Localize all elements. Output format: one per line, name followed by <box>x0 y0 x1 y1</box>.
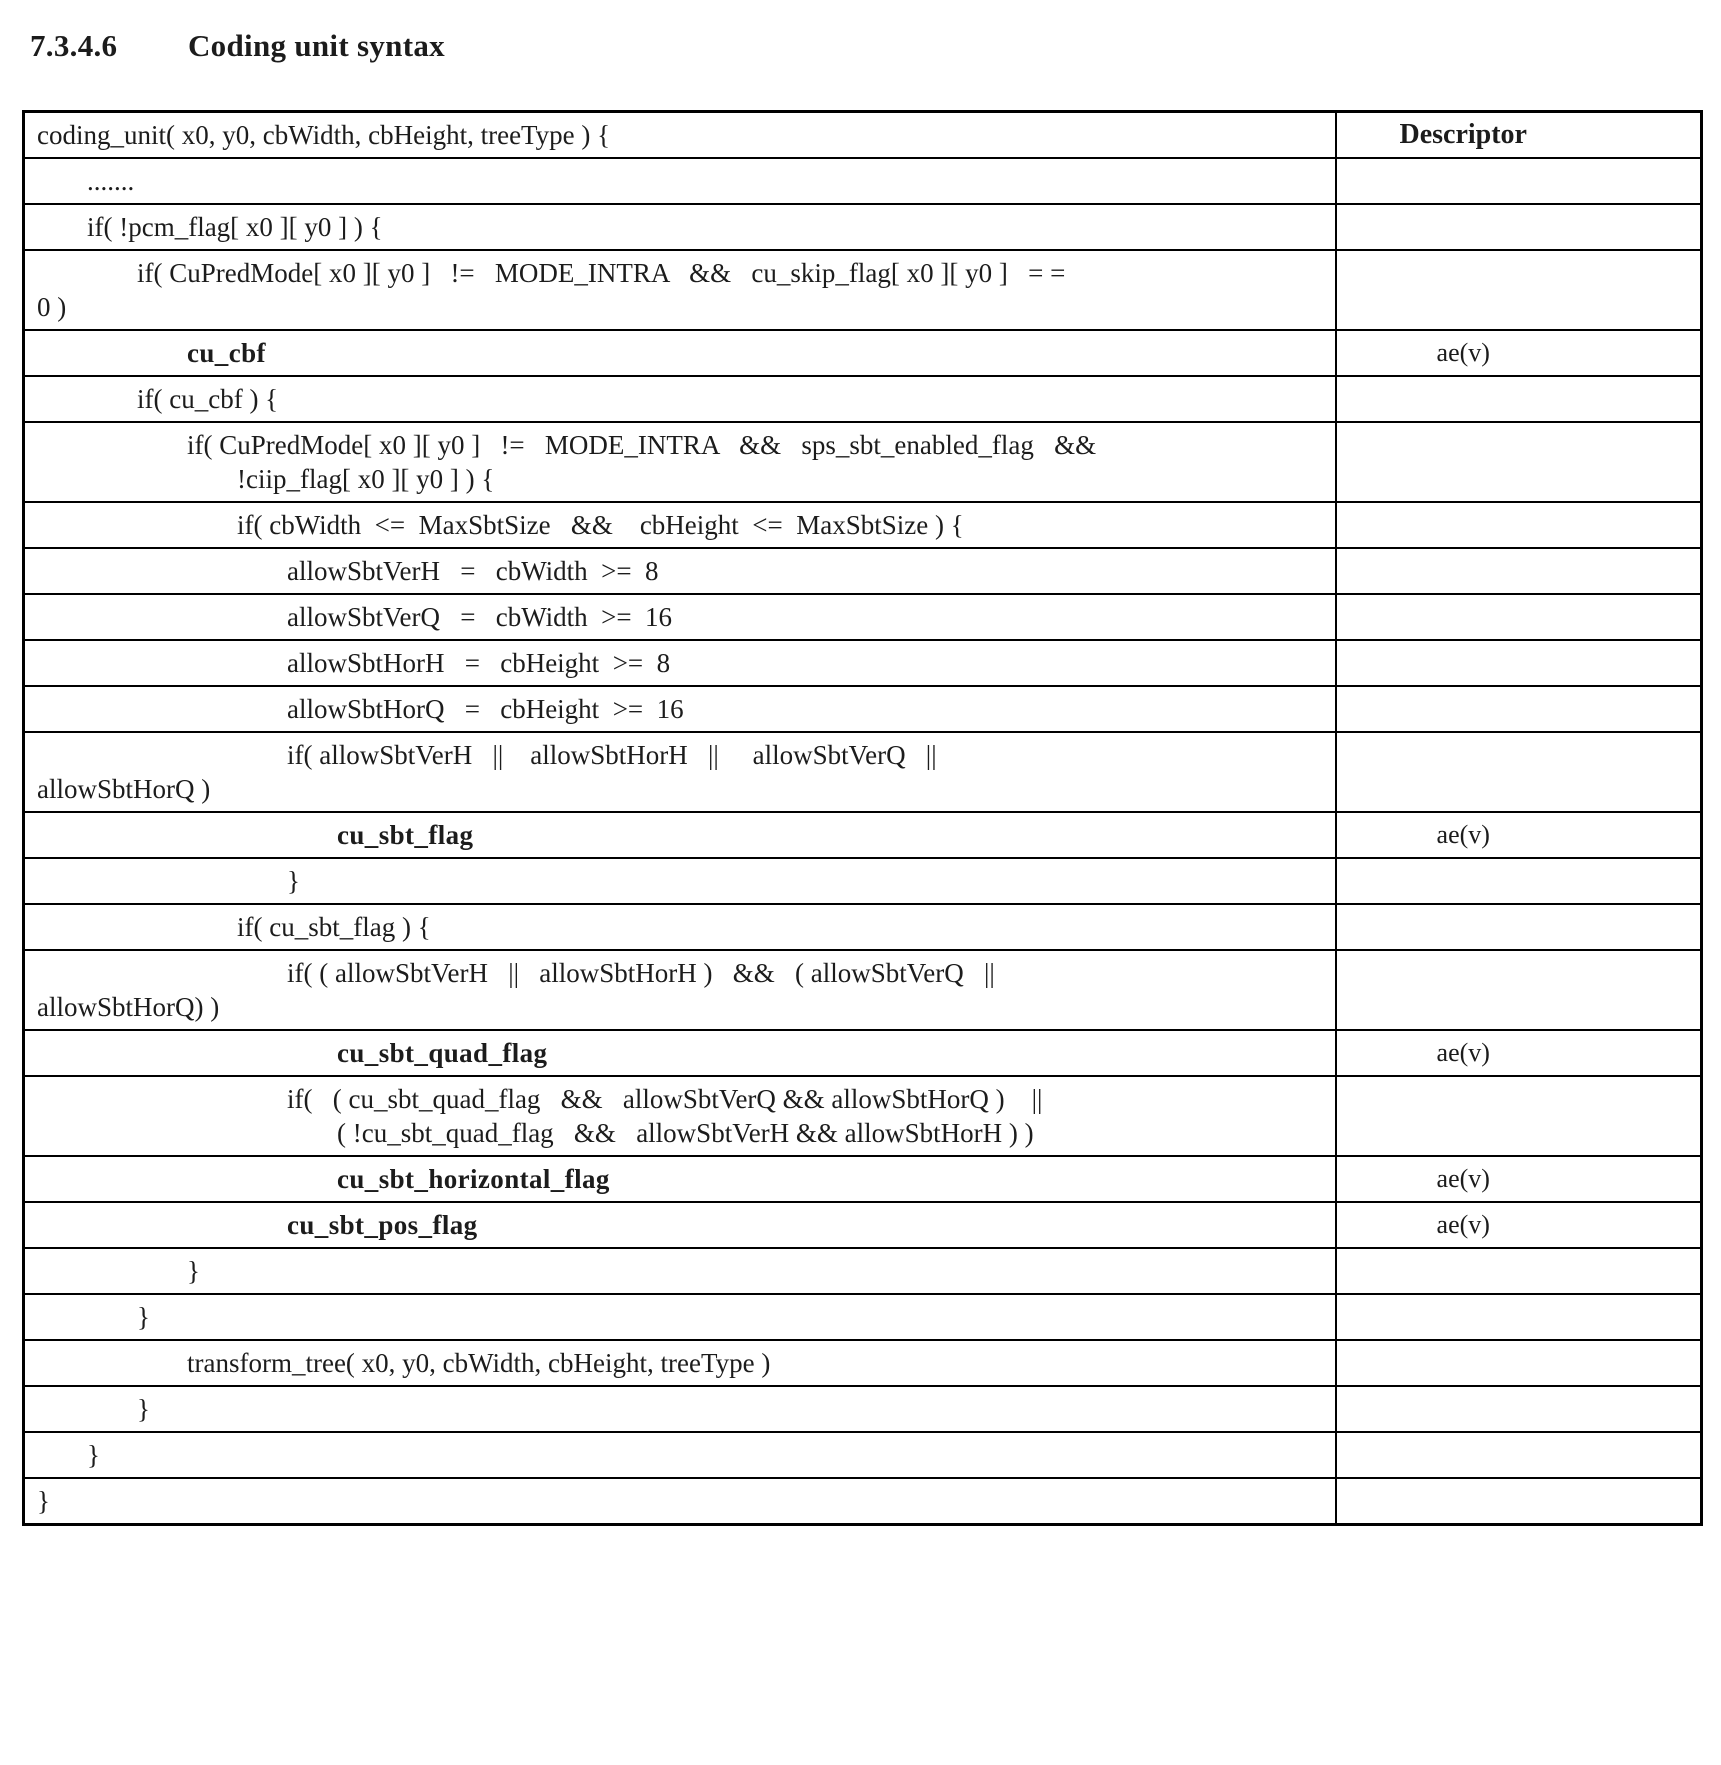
syntax-row <box>24 376 1702 422</box>
descriptor-cell <box>1336 594 1702 640</box>
syntax-row <box>24 1076 1702 1156</box>
syntax-cell <box>24 640 1336 686</box>
syntax-cell <box>24 330 1336 376</box>
syntax-cell <box>24 548 1336 594</box>
syntax-cell <box>24 1294 1336 1340</box>
syntax-row <box>24 686 1702 732</box>
syntax-cell <box>24 1248 1336 1294</box>
code-line: allowSbtHorQ) ) <box>37 992 220 1022</box>
syntax-row <box>24 904 1702 950</box>
code-line: if( ( allowSbtVerH || allowSbtHorH ) && ( allowSbtVerQ || <box>287 958 995 988</box>
descriptor-cell <box>1336 1478 1702 1525</box>
code-line: !ciip_flag[ x0 ][ y0 ] ) { <box>237 464 495 494</box>
syntax-row <box>24 250 1702 330</box>
syntax-cell <box>24 1478 1336 1525</box>
code-line: allowSbtVerQ = cbWidth >= 16 <box>287 602 673 632</box>
syntax-cell <box>24 1432 1336 1478</box>
header-syntax-cell <box>24 112 1336 159</box>
syntax-row <box>24 502 1702 548</box>
syntax-cell <box>24 1156 1336 1202</box>
syntax-row <box>24 812 1702 858</box>
syntax-row <box>24 950 1702 1030</box>
syntax-cell <box>24 502 1336 548</box>
syntax-cell <box>24 594 1336 640</box>
code-line: } <box>287 866 300 896</box>
syntax-row <box>24 594 1702 640</box>
syntax-cell <box>24 1076 1336 1156</box>
descriptor-cell: ae(v) <box>1336 330 1702 376</box>
code-line: cu_sbt_quad_flag <box>337 1038 548 1068</box>
syntax-cell <box>24 1386 1336 1432</box>
descriptor-cell <box>1336 204 1702 250</box>
syntax-row <box>24 858 1702 904</box>
descriptor-cell: ae(v) <box>1336 1202 1702 1248</box>
code-line: if( cbWidth <= MaxSbtSize && cbHeight <= MaxSbtSize ) { <box>237 510 964 540</box>
syntax-row <box>24 1294 1702 1340</box>
descriptor-cell <box>1336 640 1702 686</box>
code-line: cu_sbt_horizontal_flag <box>337 1164 610 1194</box>
syntax-cell <box>24 686 1336 732</box>
syntax-cell <box>24 250 1336 330</box>
code-line: coding_unit( x0, y0, cbWidth, cbHeight, treeType ) { <box>37 120 611 150</box>
descriptor-cell <box>1336 732 1702 812</box>
syntax-row <box>24 330 1702 376</box>
code-line: transform_tree( x0, y0, cbWidth, cbHeight, treeType ) <box>187 1348 771 1378</box>
code-line: allowSbtHorQ = cbHeight >= 16 <box>287 694 684 724</box>
syntax-cell <box>24 422 1336 502</box>
descriptor-cell <box>1336 858 1702 904</box>
descriptor-cell <box>1336 1432 1702 1478</box>
syntax-row <box>24 1156 1702 1202</box>
syntax-row <box>24 204 1702 250</box>
descriptor-cell <box>1336 1386 1702 1432</box>
descriptor-cell <box>1336 904 1702 950</box>
code-line: cu_cbf <box>187 338 266 368</box>
code-line: allowSbtHorQ ) <box>37 774 211 804</box>
code-line: 0 ) <box>37 292 67 322</box>
syntax-row <box>24 158 1702 204</box>
code-line: cu_sbt_pos_flag <box>287 1210 478 1240</box>
table-header-row <box>24 112 1702 159</box>
syntax-cell <box>24 950 1336 1030</box>
code-line: if( !pcm_flag[ x0 ][ y0 ] ) { <box>87 212 383 242</box>
syntax-row <box>24 548 1702 594</box>
code-line: ....... <box>87 166 135 196</box>
syntax-cell <box>24 158 1336 204</box>
syntax-row <box>24 1340 1702 1386</box>
code-line: if( allowSbtVerH || allowSbtHorH || allowSbtVerQ || <box>287 740 937 770</box>
syntax-row <box>24 1202 1702 1248</box>
descriptor-cell <box>1336 950 1702 1030</box>
syntax-cell <box>24 1202 1336 1248</box>
descriptor-cell <box>1336 250 1702 330</box>
descriptor-cell <box>1336 1076 1702 1156</box>
header-descriptor-cell: Descriptor <box>1336 112 1702 159</box>
syntax-row <box>24 1478 1702 1525</box>
syntax-cell <box>24 904 1336 950</box>
code-line: } <box>187 1256 200 1286</box>
descriptor-cell <box>1336 158 1702 204</box>
syntax-row <box>24 1248 1702 1294</box>
descriptor-cell: ae(v) <box>1336 1156 1702 1202</box>
code-line: if( cu_sbt_flag ) { <box>237 912 431 942</box>
syntax-row <box>24 1386 1702 1432</box>
code-line: cu_sbt_flag <box>337 820 474 850</box>
code-line: if( cu_cbf ) { <box>137 384 279 414</box>
descriptor-cell <box>1336 1248 1702 1294</box>
section-heading <box>30 28 1701 64</box>
code-line: } <box>87 1440 100 1470</box>
syntax-cell <box>24 732 1336 812</box>
syntax-table <box>22 110 1703 1526</box>
descriptor-cell <box>1336 502 1702 548</box>
descriptor-cell: ae(v) <box>1336 1030 1702 1076</box>
syntax-cell <box>24 858 1336 904</box>
descriptor-cell <box>1336 422 1702 502</box>
syntax-cell <box>24 1030 1336 1076</box>
syntax-row <box>24 422 1702 502</box>
code-line: allowSbtHorH = cbHeight >= 8 <box>287 648 671 678</box>
syntax-row <box>24 1432 1702 1478</box>
syntax-cell <box>24 376 1336 422</box>
section-number: 7.3.4.6 <box>30 28 118 63</box>
code-line: } <box>137 1302 150 1332</box>
syntax-cell <box>24 1340 1336 1386</box>
syntax-row <box>24 1030 1702 1076</box>
code-line: if( ( cu_sbt_quad_flag && allowSbtVerQ && allowSbtHorQ ) || <box>287 1084 1043 1114</box>
descriptor-cell <box>1336 376 1702 422</box>
code-line: } <box>137 1394 150 1424</box>
syntax-row <box>24 640 1702 686</box>
code-line: if( CuPredMode[ x0 ][ y0 ] != MODE_INTRA && cu_skip_flag[ x0 ][ y0 ] = = <box>137 258 1066 288</box>
descriptor-cell <box>1336 686 1702 732</box>
syntax-cell <box>24 204 1336 250</box>
descriptor-cell <box>1336 1294 1702 1340</box>
syntax-row <box>24 732 1702 812</box>
syntax-cell <box>24 812 1336 858</box>
descriptor-cell <box>1336 1340 1702 1386</box>
descriptor-cell: ae(v) <box>1336 812 1702 858</box>
descriptor-cell <box>1336 548 1702 594</box>
code-line: } <box>37 1486 50 1516</box>
code-line: if( CuPredMode[ x0 ][ y0 ] != MODE_INTRA && sps_sbt_enabled_flag && <box>187 430 1097 460</box>
section-title: Coding unit syntax <box>188 28 445 63</box>
code-line: allowSbtVerH = cbWidth >= 8 <box>287 556 659 586</box>
code-line: ( !cu_sbt_quad_flag && allowSbtVerH && allowSbtHorH ) ) <box>337 1118 1034 1148</box>
